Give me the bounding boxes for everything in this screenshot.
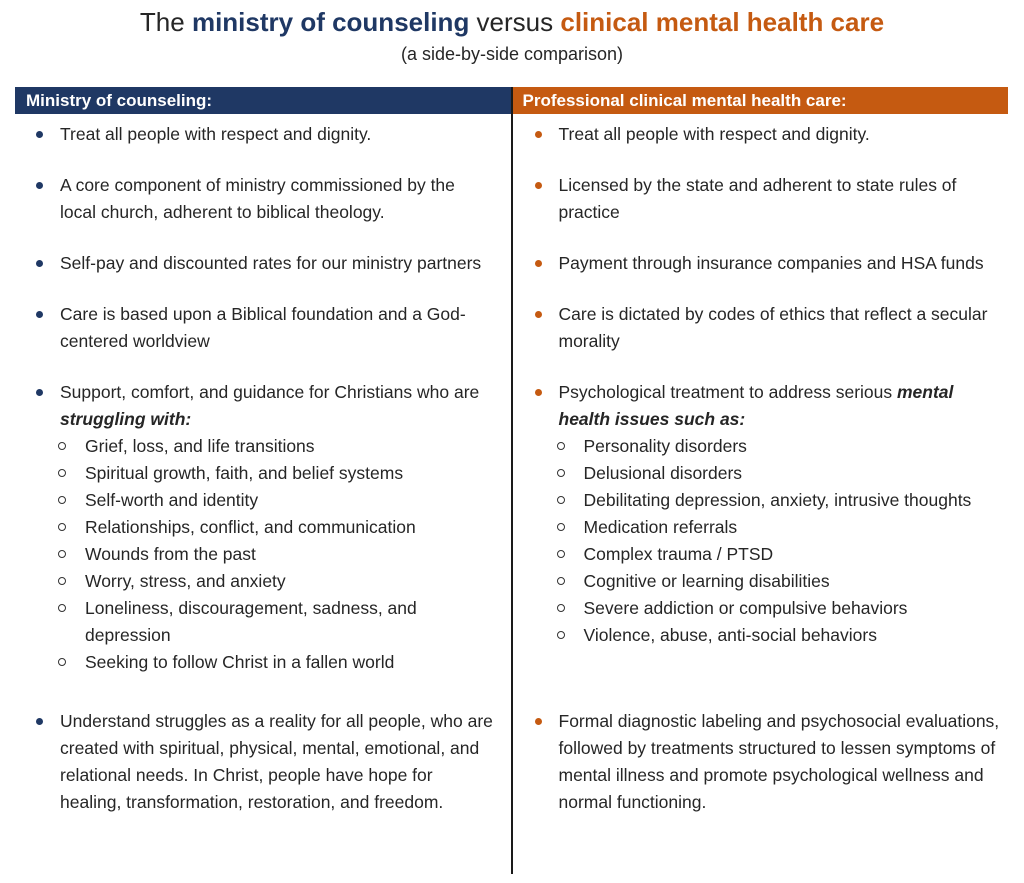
left-cell: [15, 172, 512, 226]
circle-bullet-icon: [557, 496, 565, 504]
bullet-text: Licensed by the state and adherent to state rules of practice: [558, 174, 957, 222]
circle-bullet-icon: [557, 442, 565, 450]
bullet-dot-icon: [535, 718, 542, 725]
bullet-item: [514, 708, 1005, 816]
circle-bullet-icon: [557, 469, 565, 477]
bullet-dot-icon: [36, 389, 43, 396]
right-cell: [512, 121, 1009, 148]
sub-item: [514, 568, 1005, 595]
bullet-text: Treat all people with respect and dignity.: [60, 123, 372, 144]
sub-item-text: Self-worth and identity: [85, 489, 259, 510]
circle-bullet-icon: [58, 523, 66, 531]
bullet-item: [514, 379, 1005, 433]
bullet-item: [15, 708, 496, 816]
sub-item: [15, 568, 496, 595]
sub-item-text: Violence, abuse, anti-social behaviors: [583, 624, 877, 645]
bullet-dot-icon: [36, 131, 43, 138]
sub-item-text: Grief, loss, and life transitions: [85, 435, 315, 456]
sub-item-text: Seeking to follow Christ in a fallen world: [85, 651, 395, 672]
left-cell: [15, 379, 512, 676]
left-cell: [15, 708, 512, 816]
bullet-dot-icon: [535, 389, 542, 396]
circle-bullet-icon: [557, 577, 565, 585]
sub-item: [514, 460, 1005, 487]
bullet-text: Psychological treatment to address serious: [558, 381, 897, 402]
sub-item: [514, 514, 1005, 541]
bullet-item: [15, 172, 496, 226]
sub-item: [15, 595, 496, 649]
sub-item: [15, 514, 496, 541]
left-cell: [15, 301, 512, 355]
circle-bullet-icon: [557, 550, 565, 558]
sub-item: [15, 460, 496, 487]
sub-item: [514, 433, 1005, 460]
title-ministry-highlight: ministry of counseling: [191, 7, 470, 37]
bullet-text: Formal diagnostic labeling and psychosocial evaluations, followed by treatments structured to lessen symptoms of mental illness and promote psychological wellness and normal functioning.: [558, 710, 1000, 812]
title-versus: versus: [469, 7, 561, 37]
right-cell: [512, 301, 1009, 355]
page-subtitle: (a side-by-side comparison): [400, 43, 624, 64]
sub-item: [514, 487, 1005, 514]
circle-bullet-icon: [58, 469, 66, 477]
sub-item-text: Wounds from the past: [85, 543, 256, 564]
bullet-text: Payment through insurance companies and HSA funds: [558, 252, 984, 273]
bullet-text: Care is based upon a Biblical foundation and a God-centered worldview: [60, 303, 466, 351]
sub-item: [15, 649, 496, 676]
sub-item-text: Complex trauma / PTSD: [583, 543, 774, 564]
page-title: [0, 6, 1024, 40]
bullet-dot-icon: [36, 182, 43, 189]
sub-item-text: Relationships, conflict, and communication: [85, 516, 416, 537]
bullet-dot-icon: [535, 260, 542, 267]
bullet-dot-icon: [535, 182, 542, 189]
left-column-header: Ministry of counseling:: [15, 87, 512, 114]
sub-item-text: Severe addiction or compulsive behaviors: [583, 597, 908, 618]
circle-bullet-icon: [58, 550, 66, 558]
bullet-item: [514, 121, 1005, 148]
sub-item-text: Worry, stress, and anxiety: [85, 570, 286, 591]
circle-bullet-icon: [557, 631, 565, 639]
title-prefix: The: [139, 7, 192, 37]
sub-item: [514, 622, 1005, 649]
right-cell: [512, 379, 1009, 676]
bullet-text: Treat all people with respect and dignity.: [558, 123, 870, 144]
bullet-dot-icon: [36, 260, 43, 267]
bullet-text: A core component of ministry commissioned by the local church, adherent to biblical theology.: [60, 174, 455, 222]
comparison-table: [15, 87, 1008, 874]
circle-bullet-icon: [58, 577, 66, 585]
sub-item-text: Delusional disorders: [583, 462, 743, 483]
right-cell: [512, 250, 1009, 277]
column-divider-line: [511, 87, 513, 874]
bullet-dot-icon: [535, 131, 542, 138]
emphasis-text: mental health issues such as:: [558, 381, 954, 429]
bullet-item: [15, 301, 496, 355]
bullet-text: Care is dictated by codes of ethics that reflect a secular morality: [558, 303, 988, 351]
sub-item: [514, 541, 1005, 568]
bullet-text: Self-pay and discounted rates for our ministry partners: [60, 252, 482, 273]
circle-bullet-icon: [58, 604, 66, 612]
sub-item: [15, 541, 496, 568]
sub-item-text: Medication referrals: [583, 516, 738, 537]
right-cell: [512, 172, 1009, 226]
bullet-item: [15, 379, 496, 433]
circle-bullet-icon: [58, 658, 66, 666]
sub-item: [514, 595, 1005, 622]
sub-item-text: Spiritual growth, faith, and belief systems: [85, 462, 404, 483]
circle-bullet-icon: [557, 523, 565, 531]
sub-item: [15, 487, 496, 514]
title-clinical-highlight: clinical mental health care: [560, 7, 885, 37]
emphasis-text: struggling with:: [60, 408, 192, 429]
sub-item-text: Cognitive or learning disabilities: [583, 570, 830, 591]
left-cell: [15, 250, 512, 277]
bullet-item: [514, 172, 1005, 226]
bullet-item: [15, 121, 496, 148]
bullet-dot-icon: [535, 311, 542, 318]
circle-bullet-icon: [58, 496, 66, 504]
bullet-item: [15, 250, 496, 277]
bullet-item: [514, 301, 1005, 355]
left-cell: [15, 121, 512, 148]
bullet-dot-icon: [36, 718, 43, 725]
sub-item: [15, 433, 496, 460]
bullet-dot-icon: [36, 311, 43, 318]
right-cell: [512, 708, 1009, 816]
bullet-item: [514, 250, 1005, 277]
sub-item-text: Loneliness, discouragement, sadness, and depression: [85, 597, 417, 645]
bullet-text: Understand struggles as a reality for all people, who are created with spiritual, physical, mental, emotional, and relational needs. In Christ, people have hope for healing, transformation, restoration, and freedom.: [60, 710, 493, 812]
circle-bullet-icon: [58, 442, 66, 450]
sub-item-text: Debilitating depression, anxiety, intrusive thoughts: [583, 489, 972, 510]
right-column-header: Professional clinical mental health care:: [512, 87, 1009, 114]
circle-bullet-icon: [557, 604, 565, 612]
sub-item-text: Personality disorders: [583, 435, 747, 456]
bullet-text: Support, comfort, and guidance for Christians who are: [60, 381, 480, 402]
